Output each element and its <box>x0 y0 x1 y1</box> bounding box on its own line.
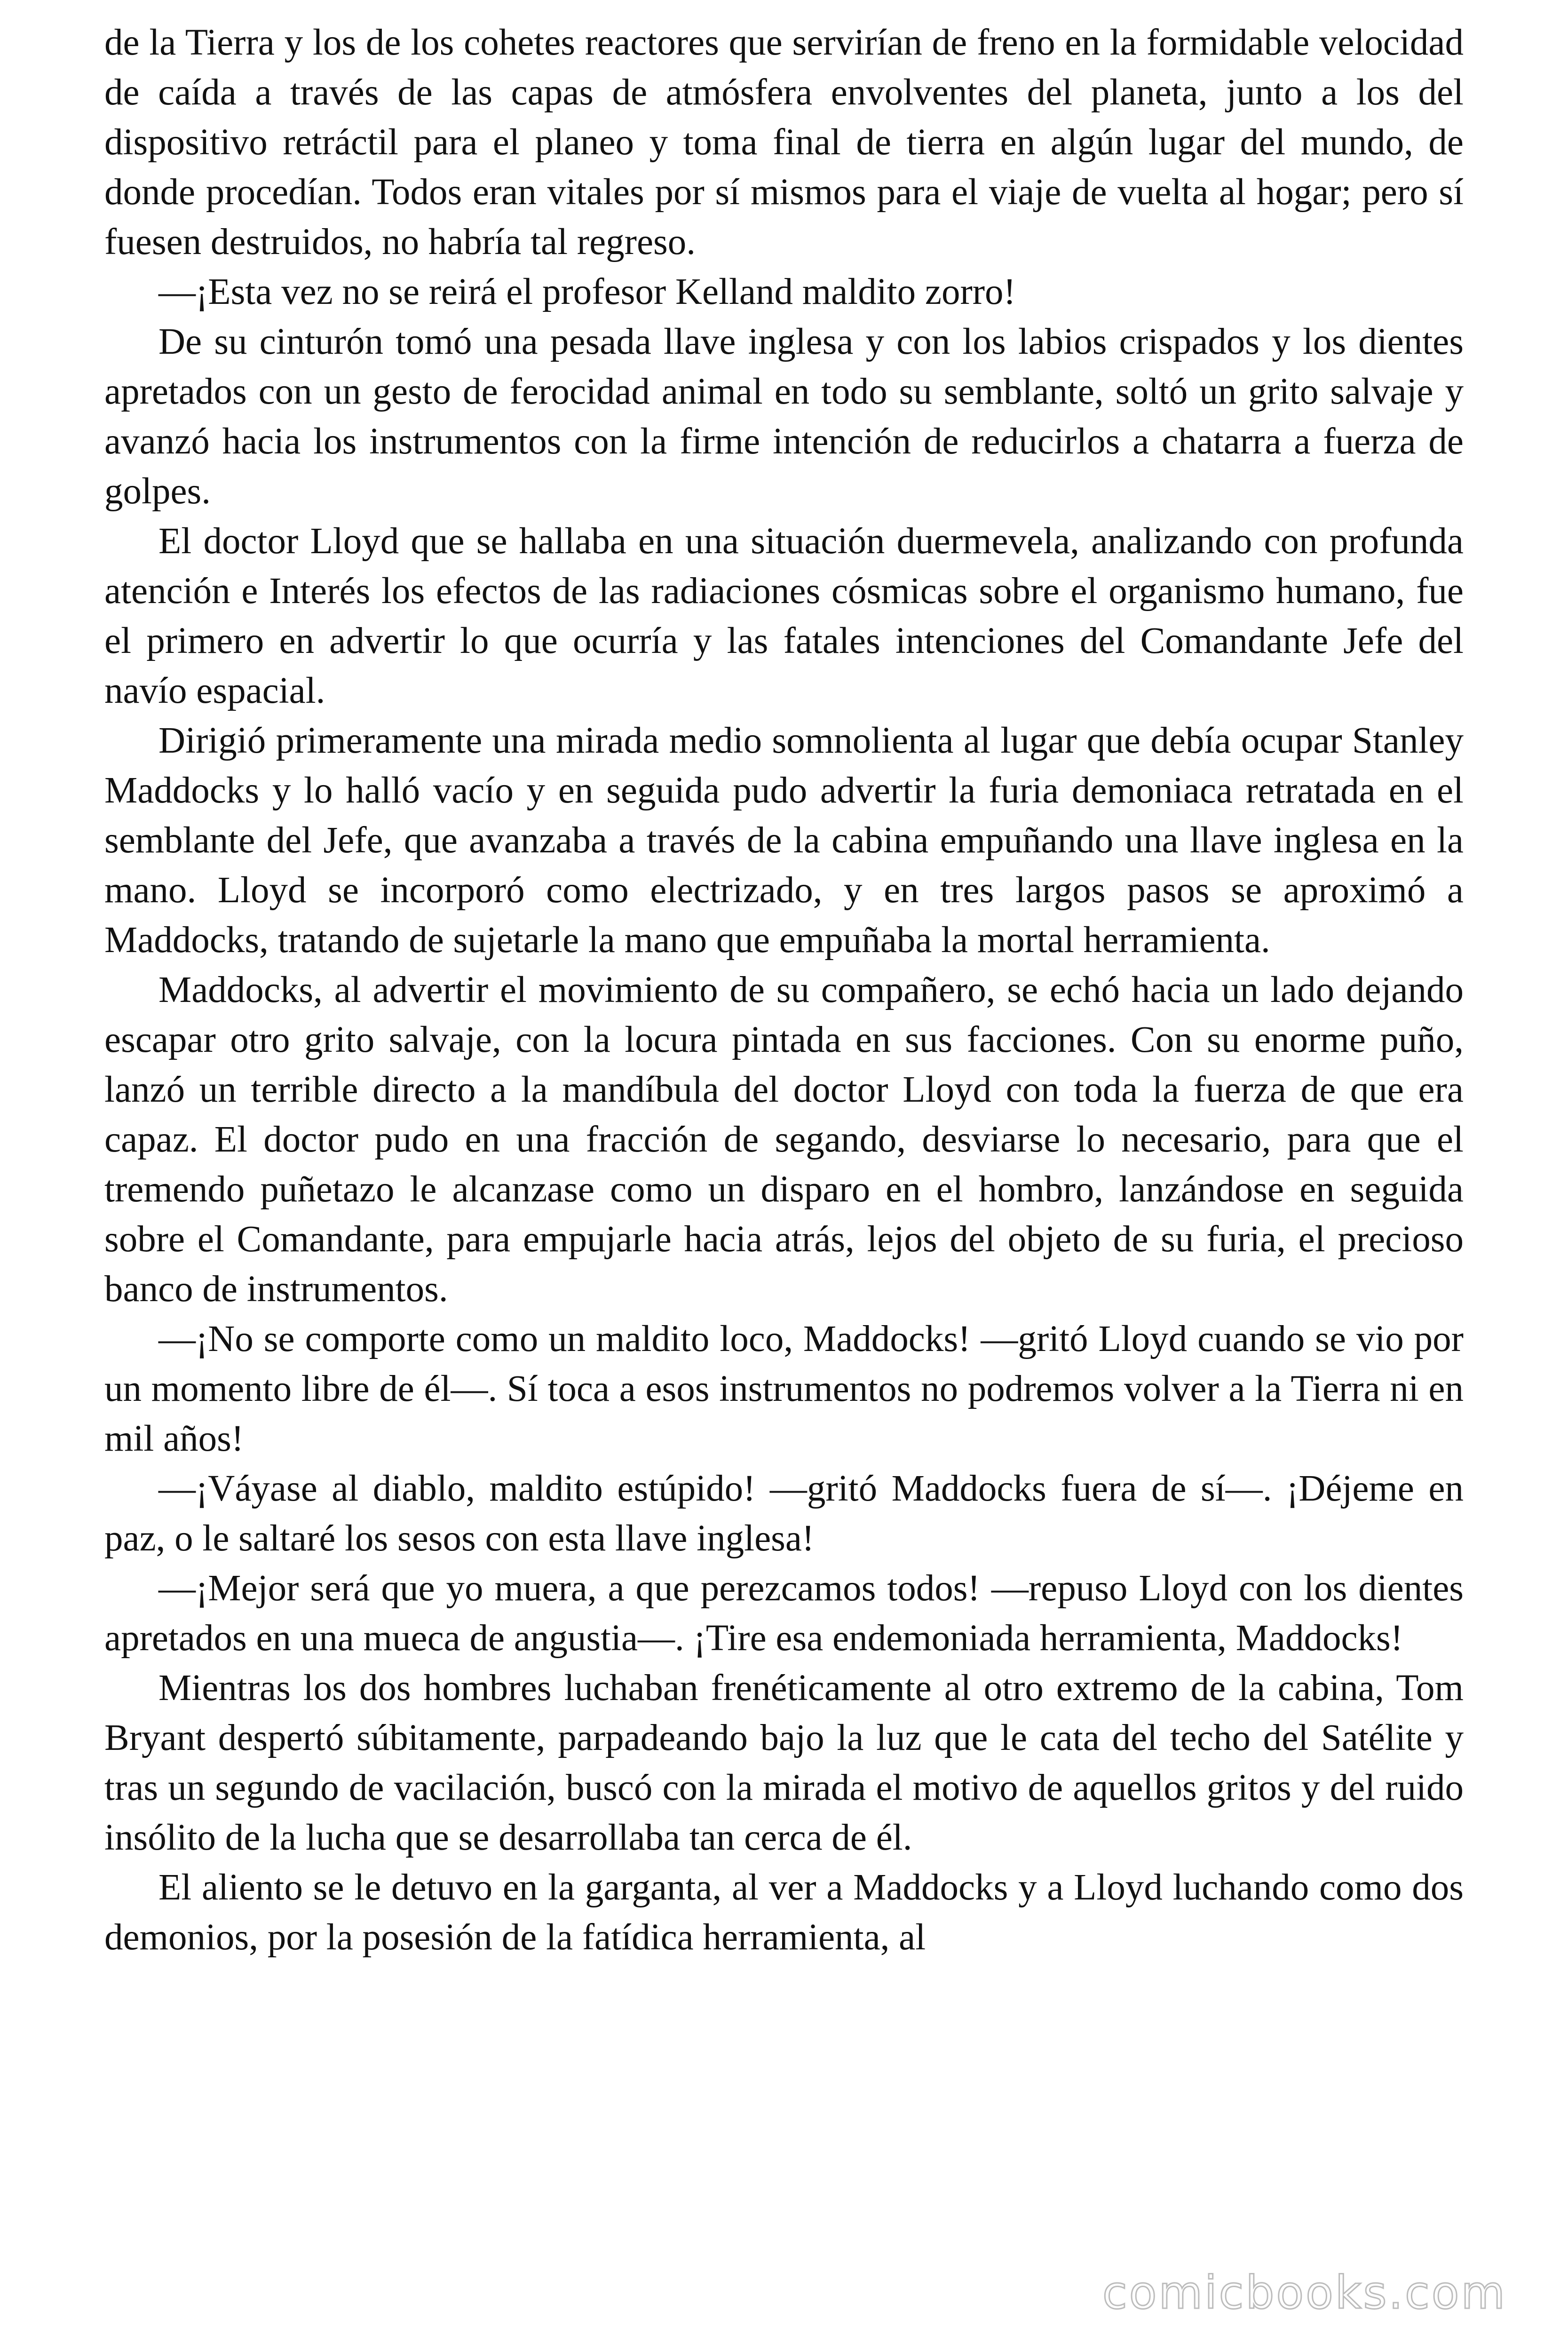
paragraph-5: Dirigió primeramente una mirada medio somnolienta al lugar que debía ocupar Stanley Maddocks y lo halló vacío y en seguida pudo advertir la furia demoniaca retratada en el semblante del Jefe, que avanzaba a través de la cabina empuñando una llave inglesa en la mano. Lloyd se incorporó como electrizado, y en tres largos pasos se aproximó a Maddocks, tratando de sujetarle la mano que empuñaba la mortal herramienta. <box>104 720 1464 961</box>
paragraph-1: de la Tierra y los de los cohetes reactores que servirían de freno en la formidable velocidad de caída a través de las capas de atmósfera envolventes del planeta, junto a los del dispositivo retráctil para el planeo y toma final de tierra en algún lugar del mundo, de donde procedían. Todos eran vitales por sí mismos para el viaje de vuelta al hogar; pero sí fuesen destruidos, no habría tal regreso. <box>104 22 1464 262</box>
paragraph-10: Mientras los dos hombres luchaban frenéticamente al otro extremo de la cabina, Tom Bryant despertó súbitamente, parpadeando bajo la luz que le cata del techo del Satélite y tras un segundo de vacilación, buscó con la mirada el motivo de aquellos gritos y del ruido insólito de la lucha que se desarrollaba tan cerca de él. <box>104 1668 1464 1858</box>
watermark: comicbooks.com <box>1102 2266 1507 2319</box>
page-text <box>104 18 1464 1963</box>
paragraph-2: —¡Esta vez no se reirá el profesor Kelland maldito zorro! <box>158 271 1016 312</box>
paragraph-7: —¡No se comporte como un maldito loco, Maddocks! —gritó Lloyd cuando se vio por un momento libre de él—. Sí toca a esos instrumentos no podremos volver a la Tierra ni en mil años! <box>104 1319 1464 1459</box>
paragraph-9: —¡Mejor será que yo muera, a que perezcamos todos! —repuso Lloyd con los dientes apretados en una mueca de angustia—. ¡Tire esa endemoniada herramienta, Maddocks! <box>104 1568 1464 1659</box>
paragraph-3: De su cinturón tomó una pesada llave inglesa y con los labios crispados y los dientes apretados con un gesto de ferocidad animal en todo su semblante, soltó un grito salvaje y avanzó hacia los instrumentos con la firme intención de reducirlos a chatarra a fuerza de golpes. <box>104 321 1464 512</box>
paragraph-11: El aliento se le detuvo en la garganta, al ver a Maddocks y a Lloyd luchando como dos demonios, por la posesión de la fatídica herramienta, al <box>104 1867 1464 1958</box>
paragraph-4: El doctor Lloyd que se hallaba en una situación duermevela, analizando con profunda atención e Interés los efectos de las radiaciones cósmicas sobre el organismo humano, fue el primero en advertir lo que ocurría y las fatales intenciones del Comandante Jefe del navío espacial. <box>104 521 1464 711</box>
paragraph-8: —¡Váyase al diablo, maldito estúpido! —gritó Maddocks fuera de sí—. ¡Déjeme en paz, o le saltaré los sesos con esta llave inglesa! <box>104 1468 1464 1559</box>
paragraph-6: Maddocks, al advertir el movimiento de su compañero, se echó hacia un lado dejando escapar otro grito salvaje, con la locura pintada en sus facciones. Con su enorme puño, lanzó un terrible directo a la mandíbula del doctor Lloyd con toda la fuerza de que era capaz. El doctor pudo en una fracción de segando, desviarse lo necesario, para que el tremendo puñetazo le alcanzase como un disparo en el hombro, lanzándose en seguida sobre el Comandante, para empujarle hacia atrás, lejos del objeto de su furia, el precioso banco de instrumentos. <box>104 969 1464 1310</box>
